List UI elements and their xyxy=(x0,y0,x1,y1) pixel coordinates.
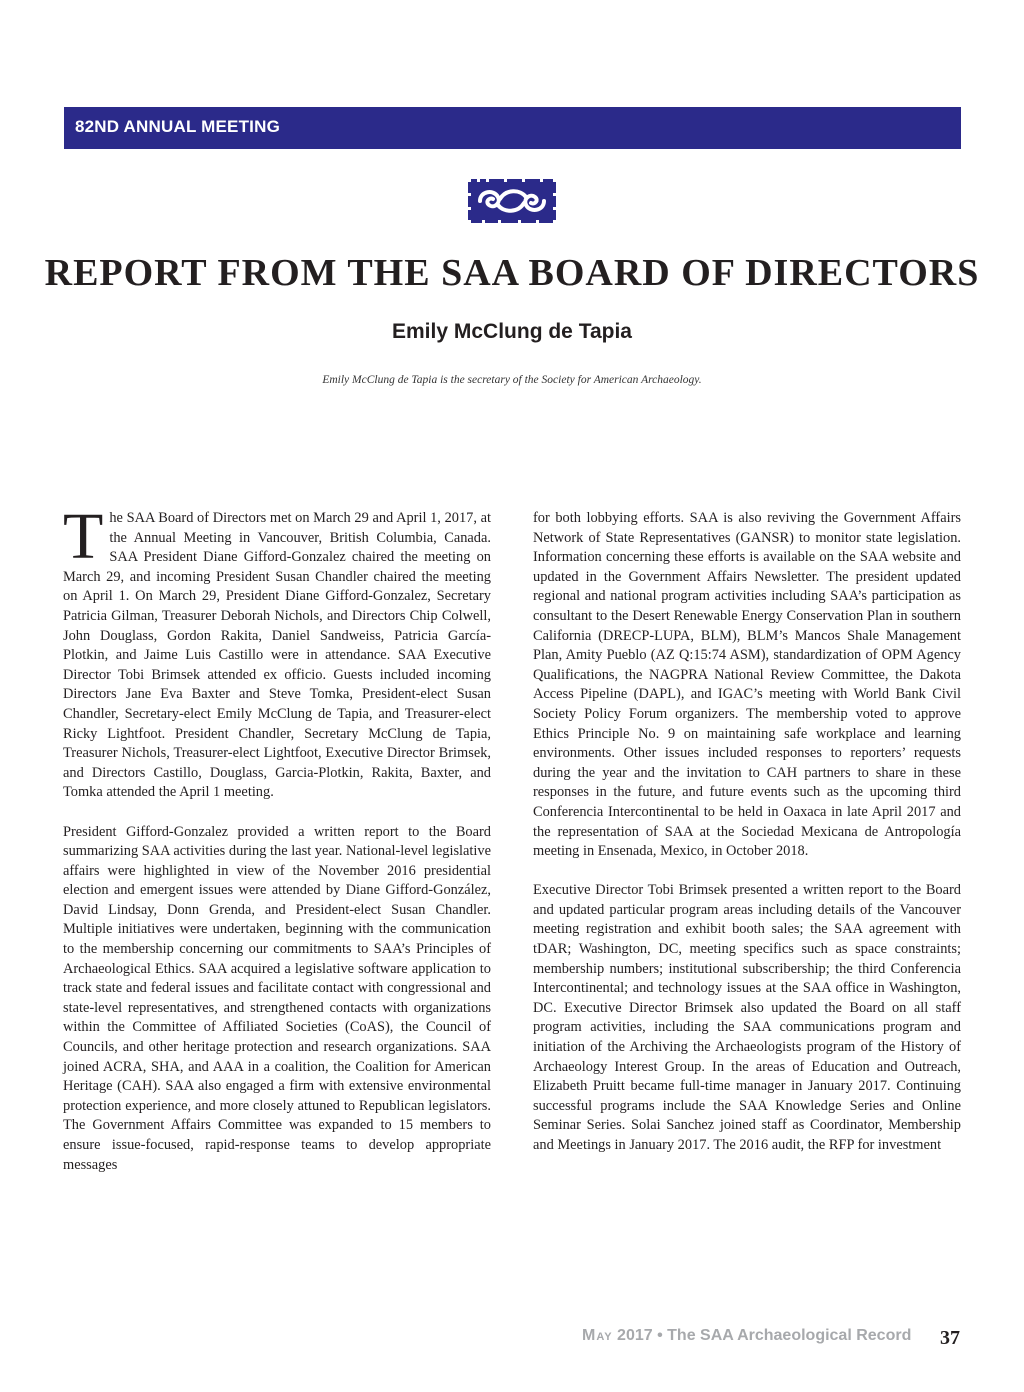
article-title: REPORT FROM THE SAA BOARD OF DIRECTORS xyxy=(44,252,980,294)
right-column xyxy=(533,509,961,1175)
saa-spiral-logo-icon xyxy=(468,179,556,223)
paragraph-4: Executive Director Tobi Brimsek presented a written report to the Board and updated particular program areas including details of the Vancouver meeting registration and exhibit booth sales; the SAA agreement with tDAR; Washington, DC, meeting specifics such as space constraints; membership numbers; institutional subscribership; the third Conferencia Intercontinental; and technology issues at the SAA office in Washington, DC. Executive Director Brimsek also updated the Board on all staff program activities, including the SAA communications program and initiation of the Archiving the Archaeologists program of the History of Archaeology Interest Group. In the areas of Education and Outreach, Elizabeth Pruitt became full-time manager in January 2017. Continuing successful programs include the SAA Knowledge Series and Online Seminar Series. Solai Sanchez joined staff as Coordinator, Membership and Meetings in January 2017. The 2016 audit, the RFP for investment xyxy=(533,882,961,1153)
section-banner: 82ND ANNUAL MEETING xyxy=(64,107,961,149)
paragraph-2: President Gifford-Gonzalez provided a written report to the Board summarizing SAA activities during the last year. National-level legislative affairs were highlighted in view of the November 2016 presidential election and emergent issues were attended by Diane Gifford-González, David Lindsay, Donn Grenda, and President-elect Susan Chandler. Multiple initiatives were undertaken, beginning with the communication to the membership concerning our commitments to SAA’s Principles of Archaeological Ethics. SAA acquired a legislative software application to track state and federal issues and facilitate contact with congressional and state-level representatives, and strengthened contacts with organizations within the Committee of Affiliated Societies (CoAS), the Council of Councils, and other heritage protection and research organizations. SAA joined ACRA, SHA, and AAA in a coalition, the Coalition for American Heritage (CAH). SAA also engaged a firm with extensive environmental protection experience, and more closely attuned to Republican legislators. The Government Affairs Committee was expanded to 15 members to ensure issue-focused, rapid-response teams to develop appropriate messages xyxy=(63,823,492,1173)
drop-cap: T xyxy=(63,500,104,573)
paragraph-1 xyxy=(63,500,491,803)
author-name: Emily McClung de Tapia xyxy=(392,320,632,343)
paragraph-1-text: he SAA Board of Directors met on March 29 and April 1, 2017, at the Annual Meeting in Vancouver, British Columbia, Canada. SAA President Diane Gifford-Gonzalez chaired the meeting on March 29, and incoming President Susan Chandler chaired the meeting on April 1. On March 29, President Diane Gifford-Gonzalez, Secretary Patricia Gilman, Treasurer Deborah Nichols, and Directors Chip Colwell, John Douglass, Gordon Rakita, Daniel Sandweiss, Patricia García-Plotkin, and Jaime Luis Castillo were in attendance. SAA Executive Director Tobi Brimsek attended ex officio. Guests included incoming Directors Jane Eva Baxter and Steve Tomka, President-elect Susan Chandler, Secretary-elect Emily McClung de Tapia, and Treasurer-elect Ricky Lightfoot. President Chandler, Secretary McClung de Tapia, Treasurer Nichols, Treasurer-elect Lightfoot, Executive Director Brimsek, and Directors Castillo, Douglass, Garcia-Plotkin, Rakita, Baxter, and Tomka attended the April 1 meeting. xyxy=(63,510,491,801)
footer-issue-text: 2017 • The SAA Archaeological Record xyxy=(612,1327,912,1344)
page-number: 37 xyxy=(940,1327,960,1349)
footer-month: May xyxy=(582,1327,613,1344)
footer-issue-info xyxy=(582,1327,911,1345)
author-byline: Emily McClung de Tapia is the secretary of the Society for American Archaeology. xyxy=(322,374,702,386)
paragraph-3: for both lobbying efforts. SAA is also reviving the Government Affairs Network of State Representatives (GANSR) to monitor state legislation. Information concerning these efforts is available on the SAA website and updated in the Government Affairs Newsletter. The president updated regional and national program activities including SAA’s participation as consultant to the Desert Renewable Energy Conservation Plan in southern California (DRECP-LUPA, BLM), BLM’s Mancos Shale Management Plan, Amity Pueblo (AZ Q:15:74 ASM), standardization of OPM Agency Qualifications, the NAGPRA National Review Committee, the Dakota Access Pipeline (DAPL), and IGAC’s meeting with World Bank Civil Society Policy Forum organizers. The membership voted to approve Ethics Principle No. 9 on maintaining safe workplace and learning environments. Other issues included responses to reporters’ requests during the year and the invitation to CAH partners to share in these responses in the future, and future events such as the upcoming third Conferencia Intercontinental to be held in Oaxaca in late April 2017 and the representation of SAA at the Sociedad Mexicana de Antropología meeting in Ensenada, Mexico, in October 2018. xyxy=(533,510,961,860)
left-column xyxy=(63,500,492,1195)
